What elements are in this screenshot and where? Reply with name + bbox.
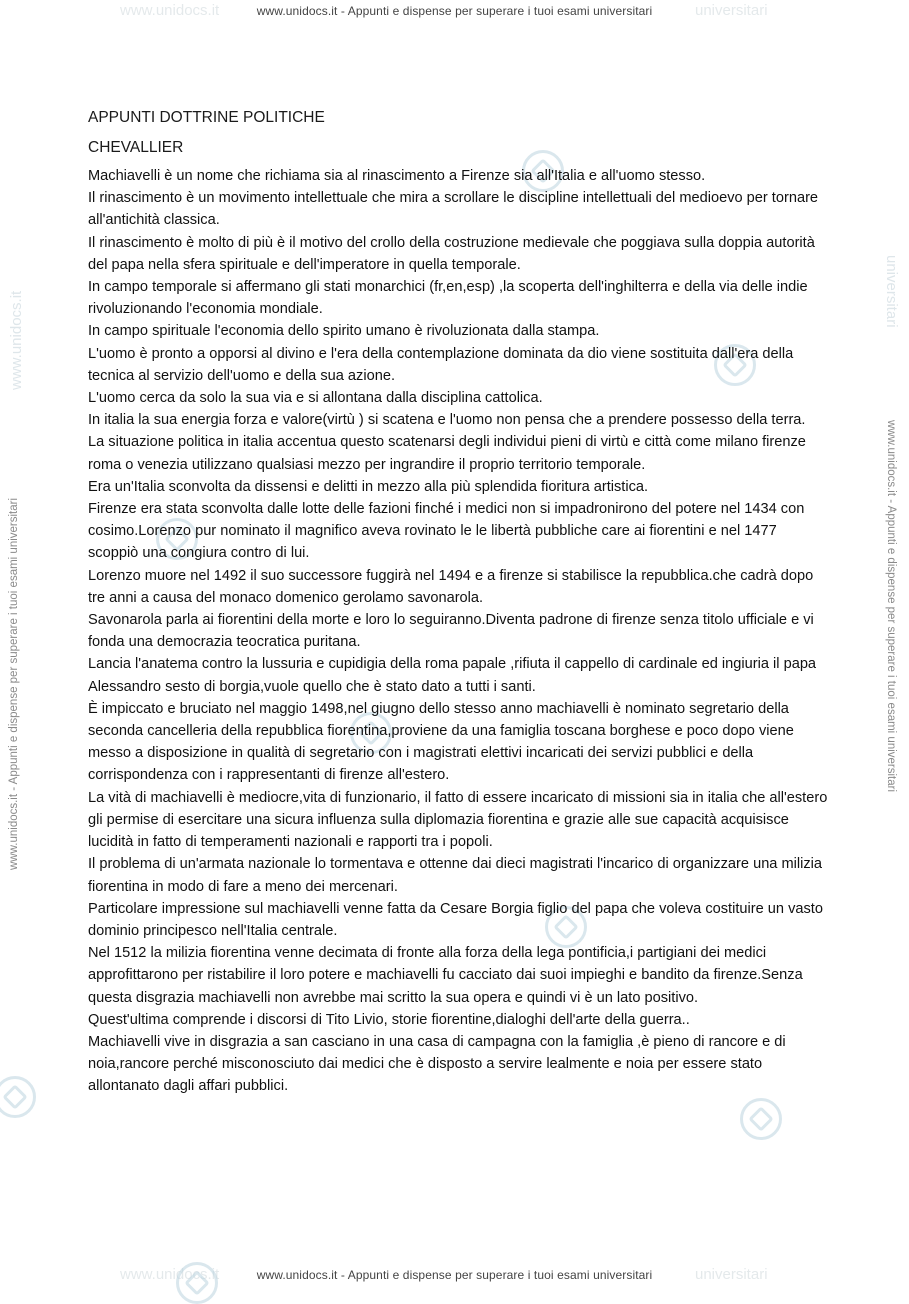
paragraph-list — [88, 165, 828, 1098]
unidocs-logo-icon — [0, 1076, 36, 1118]
paragraph: Savonarola parla ai fiorentini della morte e loro lo seguiranno.Diventa padrone di firenze senza titolo ufficiale e vi fonda una democrazia teocratica puritana. — [88, 612, 814, 651]
watermark-ghost-top-right: universitari — [695, 2, 768, 19]
paragraph: Il problema di un'armata nazionale lo tormentava e ottenne dai dieci magistrati l'incarico di organizzare una milizia fiorentina in modo di fare a meno dei mercenari. — [88, 856, 823, 895]
watermark-ghost-top-left: www.unidocs.it — [120, 2, 220, 19]
paragraph: L'uomo è pronto a opporsi al divino e l'era della contemplazione dominata da dio viene sostituita dall'era della tecnica al servizio dell'uomo e della sua azione. — [88, 345, 794, 384]
paragraph: Machiavelli è un nome che richiama sia al rinascimento a Firenze sia all'Italia e all'uomo stesso. — [88, 168, 706, 184]
document-subtitle: CHEVALLIER — [88, 139, 184, 156]
paragraph: In campo spirituale l'economia dello spirito umano è rivoluzionata dalla stampa. — [88, 323, 600, 340]
paragraph: Lorenzo muore nel 1492 il suo successore fuggirà nel 1494 e a firenze si stabilisce la repubblica.che cadrà dopo tre anni a causa del monaco domenico gerolamo savonarola. — [88, 567, 814, 606]
paragraph: Particolare impressione sul machiavelli venne fatta da Cesare Borgia figlio del papa che voleva costituire un vasto dominio principesco nell'Italia centrale. — [88, 900, 823, 939]
paragraph: Quest'ultima comprende i discorsi di Tito Livio, storie fiorentine,dialoghi dell'arte della guerra.. — [88, 1011, 690, 1028]
paragraph: Lancia l'anatema contro la lussuria e cupidigia della roma papale ,rifiuta il cappello di cardinale ed ingiuria il papa Alessandro sesto di borgia,vuole quello che è stato dato a tutti i santi. — [88, 656, 817, 695]
watermark-banner-bottom-text: www.unidocs.it - Appunti e dispense per superare i tuoi esami universitari — [256, 1268, 653, 1282]
unidocs-logo-icon — [176, 1262, 218, 1304]
watermark-vertical-left: www.unidocs.it - Appunti e dispense per superare i tuoi esami universitari — [8, 497, 20, 870]
watermark-vertical-right: www.unidocs.it - Appunti e dispense per superare i tuoi esami universitari — [885, 420, 897, 793]
paragraph: In campo temporale si affermano gli stati monarchici (fr,en,esp) ,la scoperta dell'inghilterra e della via delle indie rivoluzionando l'economia mondiale. — [88, 279, 808, 318]
watermark-ghost-left: www.unidocs.it — [8, 290, 25, 390]
paragraph: È impiccato e bruciato nel maggio 1498,nel giugno dello stesso anno machiavelli è nominato segretario della seconda cancelleria della repubblica fiorentina,proviene da una famiglia toscana borghese e poco dopo viene messo a disposizione in qualità di segretario con i magistrati elettivi incaricati dei servizi pubblici e della corrispondenza con i rappresentanti di firenze all'estero. — [88, 700, 794, 784]
paragraph: La situazione politica in italia accentua questo scatenarsi degli individui pieni di virtù e città come milano firenze roma o venezia utilizzano qualsiasi mezzo per ingrandire il proprio territorio temporale. — [88, 434, 806, 473]
watermark-banner-bottom — [0, 1268, 909, 1282]
paragraph: Era un'Italia sconvolta da dissensi e delitti in mezzo alla più splendida fioritura artistica. — [88, 478, 649, 495]
paragraph: Machiavelli vive in disgrazia a san casciano in una casa di campagna con la famiglia ,è pieno di rancore e di noia,rancore perché misconosciuto dai medici che è disposto a servire lealmente e noia per essere stato allontanato dagli affari pubblici. — [88, 1033, 786, 1095]
paragraph: In italia la sua energia forza e valore(virtù ) si scatena e l'uomo non pensa che a prendere possesso della terra. — [88, 412, 806, 429]
watermark-banner-top-text: www.unidocs.it - Appunti e dispense per superare i tuoi esami universitari — [256, 4, 653, 18]
document-body — [88, 107, 828, 1098]
paragraph: Il rinascimento è un movimento intellettuale che mira a scrollare le discipline intellettuali del medioevo per tornare all'antichità classica. — [88, 190, 819, 229]
paragraph: L'uomo cerca da solo la sua via e si allontana dalla disciplina cattolica. — [88, 390, 543, 407]
unidocs-logo-icon — [740, 1098, 782, 1140]
watermark-ghost-right: universitari — [883, 255, 900, 328]
paragraph: Firenze era stata sconvolta dalle lotte delle fazioni finché i medici non si impadronirono del potere nel 1434 con cosimo.Lorenzo pur nominato il magnifico aveva rovinato le le libertà pubbliche care ai fiorentini e nel 1477 scoppiò una congiura contro di lui. — [88, 501, 805, 562]
paragraph: Nel 1512 la milizia fiorentina venne decimata di fronte alla forza della lega pontificia,i partigiani dei medici approfittarono per ristabilire il loro potere e machiavelli fu cacciato dai suoi impieghi e bandito da firenze.Senza questa disgrazia machiavelli non avrebbe mai scritto la sua opera e quindi vi è un lato positivo. — [88, 945, 803, 1006]
document-title: APPUNTI DOTTRINE POLITICHE — [88, 109, 325, 126]
watermark-banner-top — [0, 4, 909, 18]
paragraph: Il rinascimento è molto di più è il motivo del crollo della costruzione medievale che poggiava sulla doppia autorità del papa nella sfera spirituale e dell'imperatore in quella temporale. — [88, 234, 815, 273]
watermark-ghost-bottom-right: universitari — [695, 1266, 768, 1283]
watermark-ghost-bottom-left: www.unidocs.it — [120, 1266, 220, 1283]
paragraph: La vità di machiavelli è mediocre,vita di funzionario, il fatto di essere incaricato di missioni sia in italia che all'estero gli permise di esercitare una sicura influenza sulla diplomazia fiorentina e grazie alle sue capacità acquisisce lucidità in fatto di temperamenti nazionali e rapporti tra i popoli. — [88, 789, 828, 851]
